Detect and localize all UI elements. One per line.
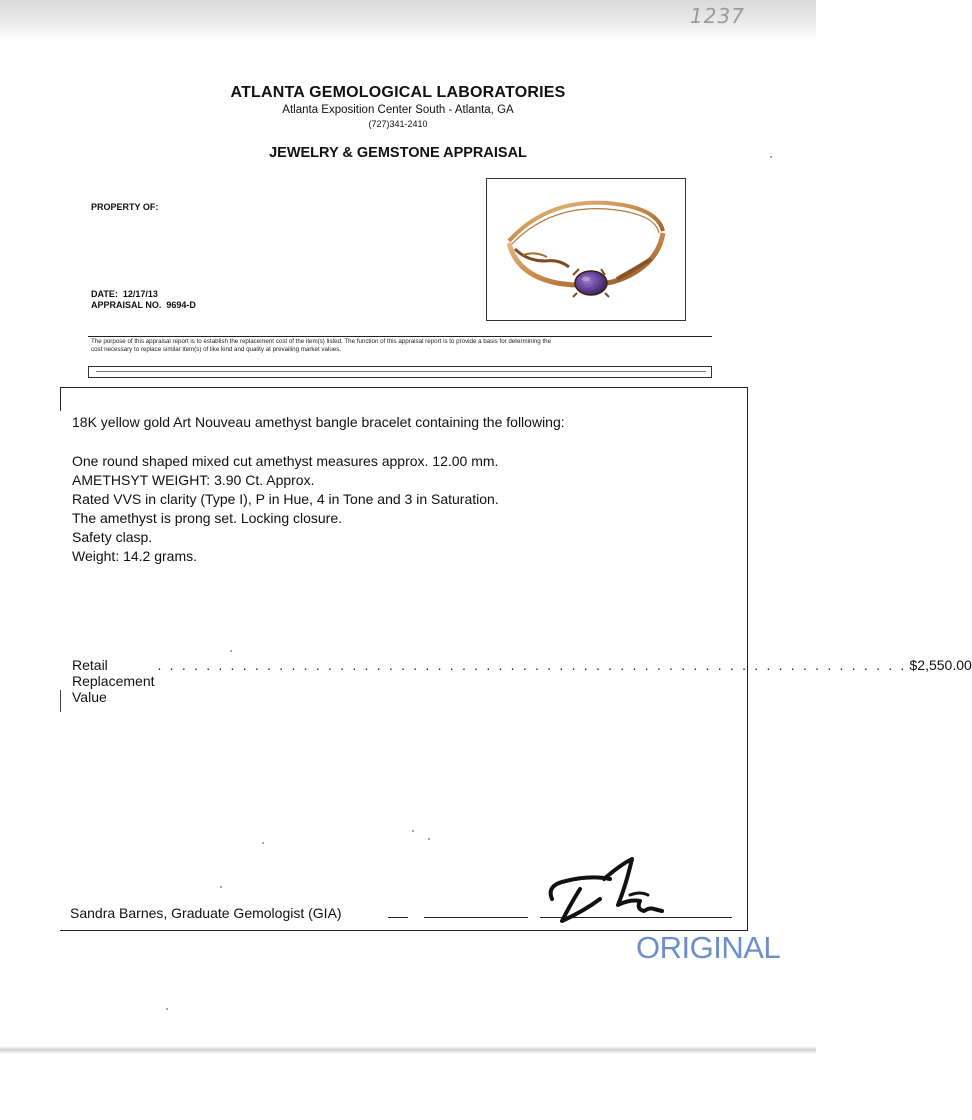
description-line: One round shaped mixed cut amethyst measures approx. 12.00 mm. — [72, 453, 499, 469]
scan-speck — [230, 650, 232, 652]
disclaimer-top-rule — [88, 336, 712, 337]
disclaimer-line-1: The purpose of this appraisal report is to establish the replacement cost of the item(s) listed. The function of this appraisal report is to provide a basis for determining the — [91, 338, 552, 345]
scan-speck — [166, 1008, 168, 1010]
description-line: Rated VVS in clarity (Type I), P in Hue, 4 in Tone and 3 in Saturation. — [72, 491, 499, 507]
description-line: The amethyst is prong set. Locking closure. — [72, 510, 343, 526]
description-line: AMETHSYT WEIGHT: 3.90 Ct. Approx. — [72, 472, 315, 488]
signer-name: Sandra Barnes, Graduate Gemologist (GIA) — [70, 905, 342, 921]
appraisal-no-label: APPRAISAL NO. — [91, 300, 162, 310]
item-heading: 18K yellow gold Art Nouveau amethyst bangle bracelet containing the following: — [72, 414, 565, 430]
signature-line-segment — [424, 917, 528, 918]
disclaimer — [91, 338, 711, 354]
disclaimer-line-2: cost necessary to replace similar item(s) of like kind and quality at prevailing market values. — [91, 346, 342, 353]
date-label: DATE: — [91, 289, 118, 299]
scan-speck — [428, 838, 430, 840]
lab-name: ATLANTA GEMOLOGICAL LABORATORIES — [230, 84, 566, 101]
original-stamp: ORIGINAL — [636, 930, 781, 965]
leader-dots: . . . . . . . . . . . . . . . . . . . . . . . . . . . . . . . . . . . . . . . . . . . . . . . . . . . . . . . . . . . . . . — [157, 657, 907, 673]
property-of-label: PROPERTY OF: — [91, 202, 159, 212]
divider-bar-inner — [96, 371, 706, 372]
document-title: JEWELRY & GEMSTONE APPRAISAL — [269, 145, 527, 161]
handwritten-file-number: 1237 — [690, 4, 745, 28]
retail-replacement-row — [72, 657, 972, 705]
date-field — [91, 289, 158, 299]
scan-edge-bottom — [0, 1046, 816, 1054]
description-line: Safety clasp. — [72, 529, 153, 545]
scan-speck — [770, 156, 772, 158]
scan-speck — [220, 886, 222, 888]
scan-speck — [262, 842, 264, 844]
divider-bar — [88, 366, 712, 378]
date-value: 12/17/13 — [122, 289, 158, 299]
lab-address: Atlanta Exposition Center South - Atlanta, GA — [282, 104, 514, 116]
frame-left-edge-lower — [60, 690, 61, 712]
item-description — [72, 452, 499, 566]
item-photo — [486, 178, 686, 321]
description-line: Weight: 14.2 grams. — [72, 548, 198, 564]
appraisal-number-field — [91, 300, 196, 310]
frame-left-edge — [60, 387, 61, 411]
appraisal-no-value: 9694-D — [166, 300, 196, 310]
signature-line-segment — [388, 917, 408, 918]
retail-value: $2,550.00 — [909, 657, 972, 673]
scan-speck — [412, 830, 414, 832]
retail-label: Retail Replacement Value — [72, 657, 155, 705]
bangle-bracelet-photo — [487, 179, 685, 320]
lab-phone: (727)341-2410 — [368, 119, 428, 129]
handwritten-signature — [540, 855, 670, 925]
